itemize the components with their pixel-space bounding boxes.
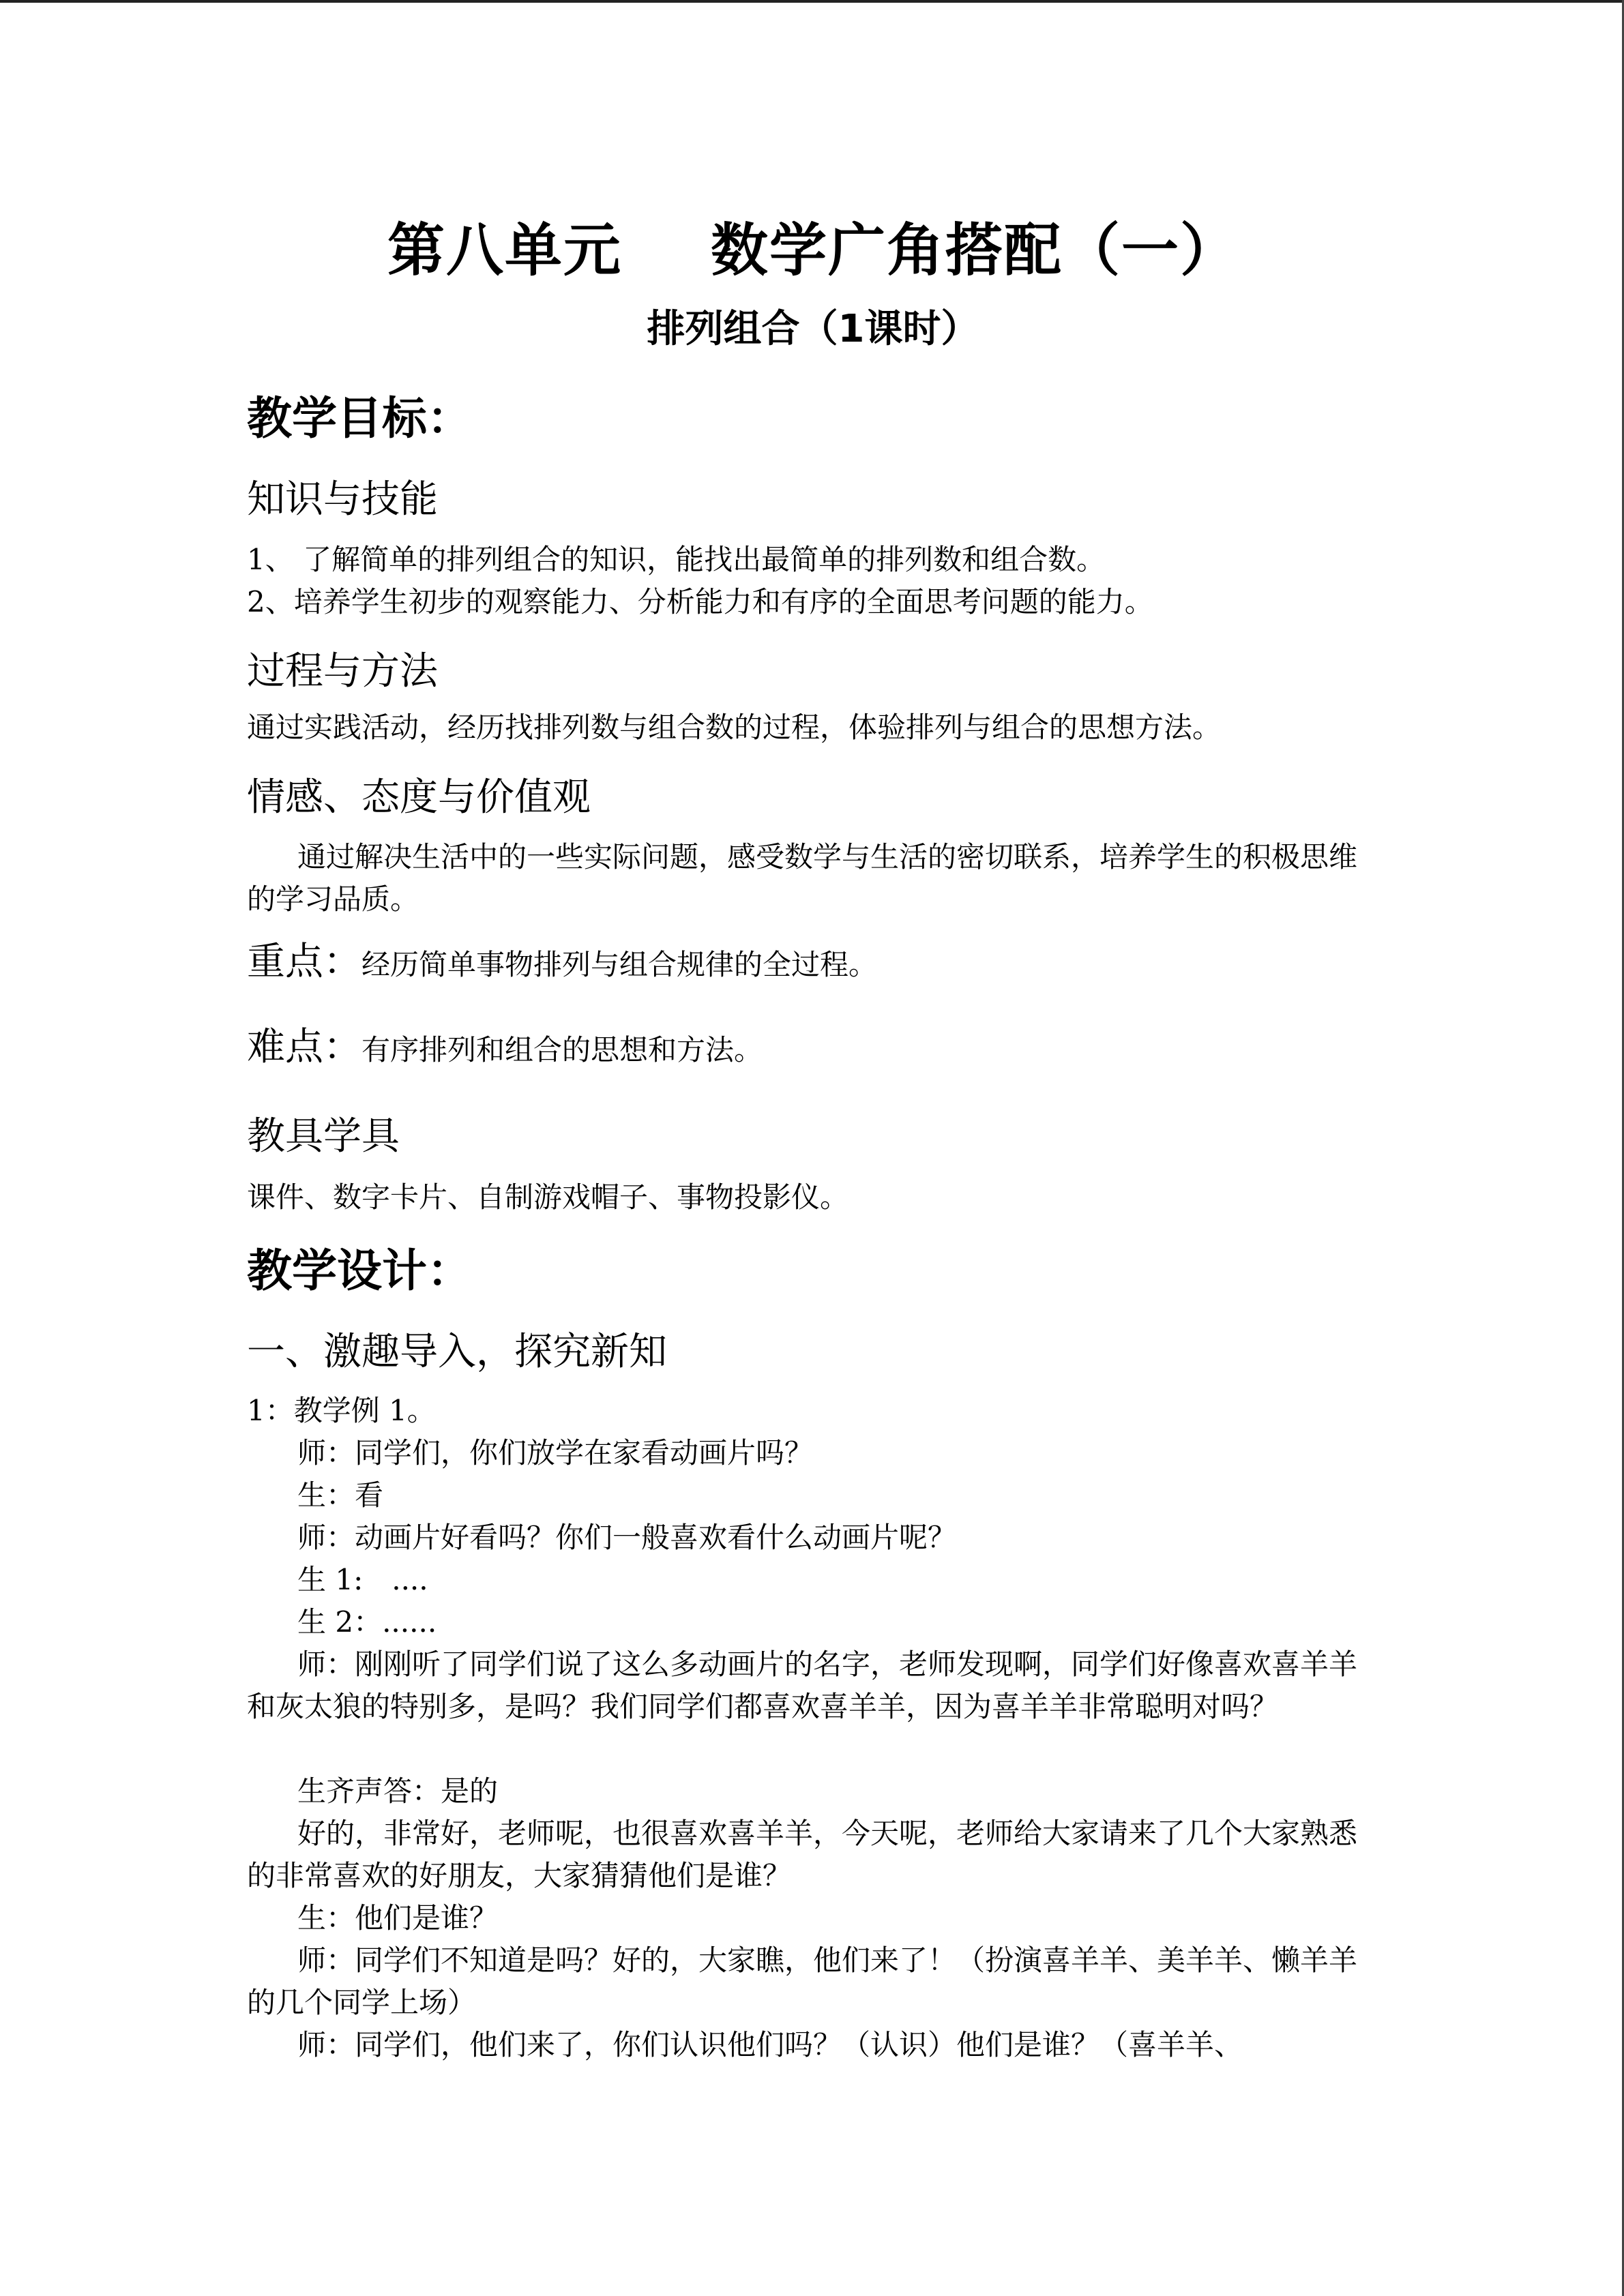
dialogue-paragraph: 师：同学们不知道是吗？好的，大家瞧，他们来了！（扮演喜羊羊、美羊羊、懒羊羊的几个同学上场）	[247, 1943, 1358, 2019]
dialogue-line: 1：教学例 1。	[247, 1394, 436, 1427]
difficulty-text: 有序排列和组合的思想和方法。	[361, 1033, 763, 1067]
key-point	[247, 941, 1379, 986]
objectives-heading: 教学目标：	[247, 392, 472, 445]
emotion-heading: 情感、态度与价值观	[247, 775, 591, 820]
knowledge-heading: 知识与技能	[247, 477, 438, 522]
dialogue-line: 师：动画片好看吗？你们一般喜欢看什么动画片呢？	[297, 1521, 957, 1554]
tools-heading: 教具学具	[247, 1114, 400, 1159]
design-heading: 教学设计：	[247, 1244, 472, 1297]
knowledge-item-2: 2、培养学生初步的观察能力、分析能力和有序的全面思考问题的能力。	[247, 585, 1153, 618]
page-subtitle: 排列组合（1课时）	[647, 307, 979, 351]
dialogue-line: 生 2：......	[297, 1605, 437, 1639]
page-border-top	[0, 0, 1624, 3]
dialogue-line: 生 1: ....	[297, 1563, 428, 1596]
section1-heading: 一、激趣导入，探究新知	[247, 1330, 667, 1374]
dialogue-line: 生：他们是谁？	[297, 1901, 499, 1935]
difficulty	[247, 1026, 1379, 1071]
process-text: 通过实践活动，经历找排列数与组合数的过程，体验排列与组合的思想方法。	[247, 711, 1222, 744]
process-heading: 过程与方法	[247, 649, 438, 694]
key-point-text: 经历简单事物排列与组合规律的全过程。	[361, 948, 878, 981]
dialogue-paragraph: 好的，非常好，老师呢，也很喜欢喜羊羊，今天呢，老师给大家请来了几个大家熟悉的非常喜欢的好朋友，大家猜猜他们是谁？	[247, 1817, 1358, 1892]
tools-text: 课件、数字卡片、自制游戏帽子、事物投影仪。	[247, 1180, 849, 1214]
dialogue-line: 生齐声答：是的	[297, 1774, 499, 1808]
dialogue-paragraph: 师：刚刚听了同学们说了这么多动画片的名字，老师发现啊，同学们好像喜欢喜羊羊和灰太狼的特别多，是吗？我们同学们都喜欢喜羊羊，因为喜羊羊非常聪明对吗？	[247, 1648, 1358, 1723]
dialogue-line: 生：看	[297, 1478, 384, 1512]
key-point-label: 重点：	[247, 940, 361, 984]
knowledge-item-1: 1、 了解简单的排列组合的知识，能找出最简单的排列数和组合数。	[247, 543, 1106, 576]
dialogue-line: 师：同学们，你们放学在家看动画片吗？	[297, 1436, 814, 1470]
page-title	[247, 205, 1379, 287]
title-unit: 第八单元	[387, 217, 622, 284]
title-topic: 数学广角搭配（一）	[711, 217, 1239, 284]
emotion-text: 通过解决生活中的一些实际问题，感受数学与生活的密切联系，培养学生的积极思维的学习品质。	[247, 840, 1358, 916]
difficulty-label: 难点：	[247, 1025, 361, 1069]
dialogue-line: 师：同学们，他们来了，你们认识他们吗？（认识）他们是谁？（喜羊羊、	[297, 2028, 1243, 2061]
